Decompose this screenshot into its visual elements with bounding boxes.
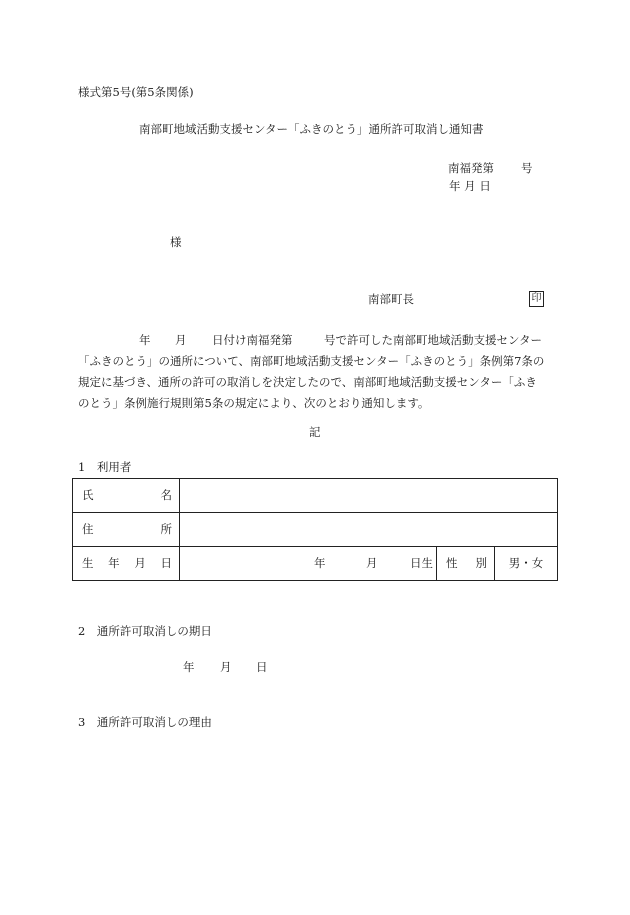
name-label-cell: 氏 名 bbox=[73, 479, 180, 513]
section-1-heading: 1 利用者 bbox=[78, 460, 132, 474]
dob-month: 月 bbox=[366, 556, 378, 570]
dob-day: 日生 bbox=[410, 556, 433, 570]
birthdate-value-cell[interactable] bbox=[180, 547, 437, 581]
body-month: 月 bbox=[175, 333, 187, 347]
sex-label-cell: 性 別 bbox=[437, 547, 495, 581]
doc-date-day: 日 bbox=[479, 179, 491, 193]
dob-year: 年 bbox=[314, 556, 326, 570]
section-3-heading: 3 通所許可取消しの理由 bbox=[78, 715, 212, 729]
birthdate-row bbox=[73, 547, 558, 581]
seal-mark: 印 bbox=[529, 291, 544, 307]
body-line-3: 規定に基づき、通所の許可の取消しを決定したので、南部町地域活動支援センター「ふき bbox=[78, 375, 537, 389]
address-row bbox=[73, 513, 558, 547]
cancel-day: 日 bbox=[256, 660, 268, 674]
body-line-2: 「ふきのとう」の通所について、南部町地域活動支援センター「ふきのとう」条例第7条の bbox=[78, 354, 545, 368]
document-date bbox=[449, 181, 544, 193]
notice-body bbox=[78, 330, 560, 414]
issuer-title: 南部町長 bbox=[368, 292, 414, 306]
cancel-year: 年 bbox=[183, 660, 195, 674]
doc-number-prefix: 南福発第 bbox=[448, 161, 494, 175]
record-heading: 記 bbox=[309, 425, 321, 439]
doc-number-suffix: 号 bbox=[521, 161, 533, 175]
document-title: 南部町地域活動支援センター「ふきのとう」通所許可取消し通知書 bbox=[139, 122, 484, 136]
section-2-heading: 2 通所許可取消しの期日 bbox=[78, 624, 212, 638]
sex-value-cell[interactable]: 男・女 bbox=[495, 547, 558, 581]
addressee-honorific: 様 bbox=[170, 235, 182, 249]
cancel-month: 月 bbox=[220, 660, 232, 674]
name-row bbox=[73, 479, 558, 513]
doc-date-year: 年 bbox=[449, 179, 461, 193]
form-number-label: 様式第5号(第5条関係) bbox=[78, 85, 194, 99]
name-value-cell[interactable] bbox=[180, 479, 558, 513]
doc-date-month: 月 bbox=[464, 179, 476, 193]
body-line1-tail: 号で許可した南部町地域活動支援センター bbox=[324, 333, 543, 347]
body-date-rest: 日付け南福発第 bbox=[212, 333, 293, 347]
body-year: 年 bbox=[139, 333, 151, 347]
body-line-1 bbox=[78, 330, 560, 351]
user-info-table bbox=[72, 478, 558, 581]
body-line-4: のとう」条例施行規則第5条の規定により、次のとおり通知します。 bbox=[78, 396, 430, 410]
address-label-cell: 住 所 bbox=[73, 513, 180, 547]
birthdate-label-cell: 生 年 月 日 bbox=[73, 547, 180, 581]
address-value-cell[interactable] bbox=[180, 513, 558, 547]
